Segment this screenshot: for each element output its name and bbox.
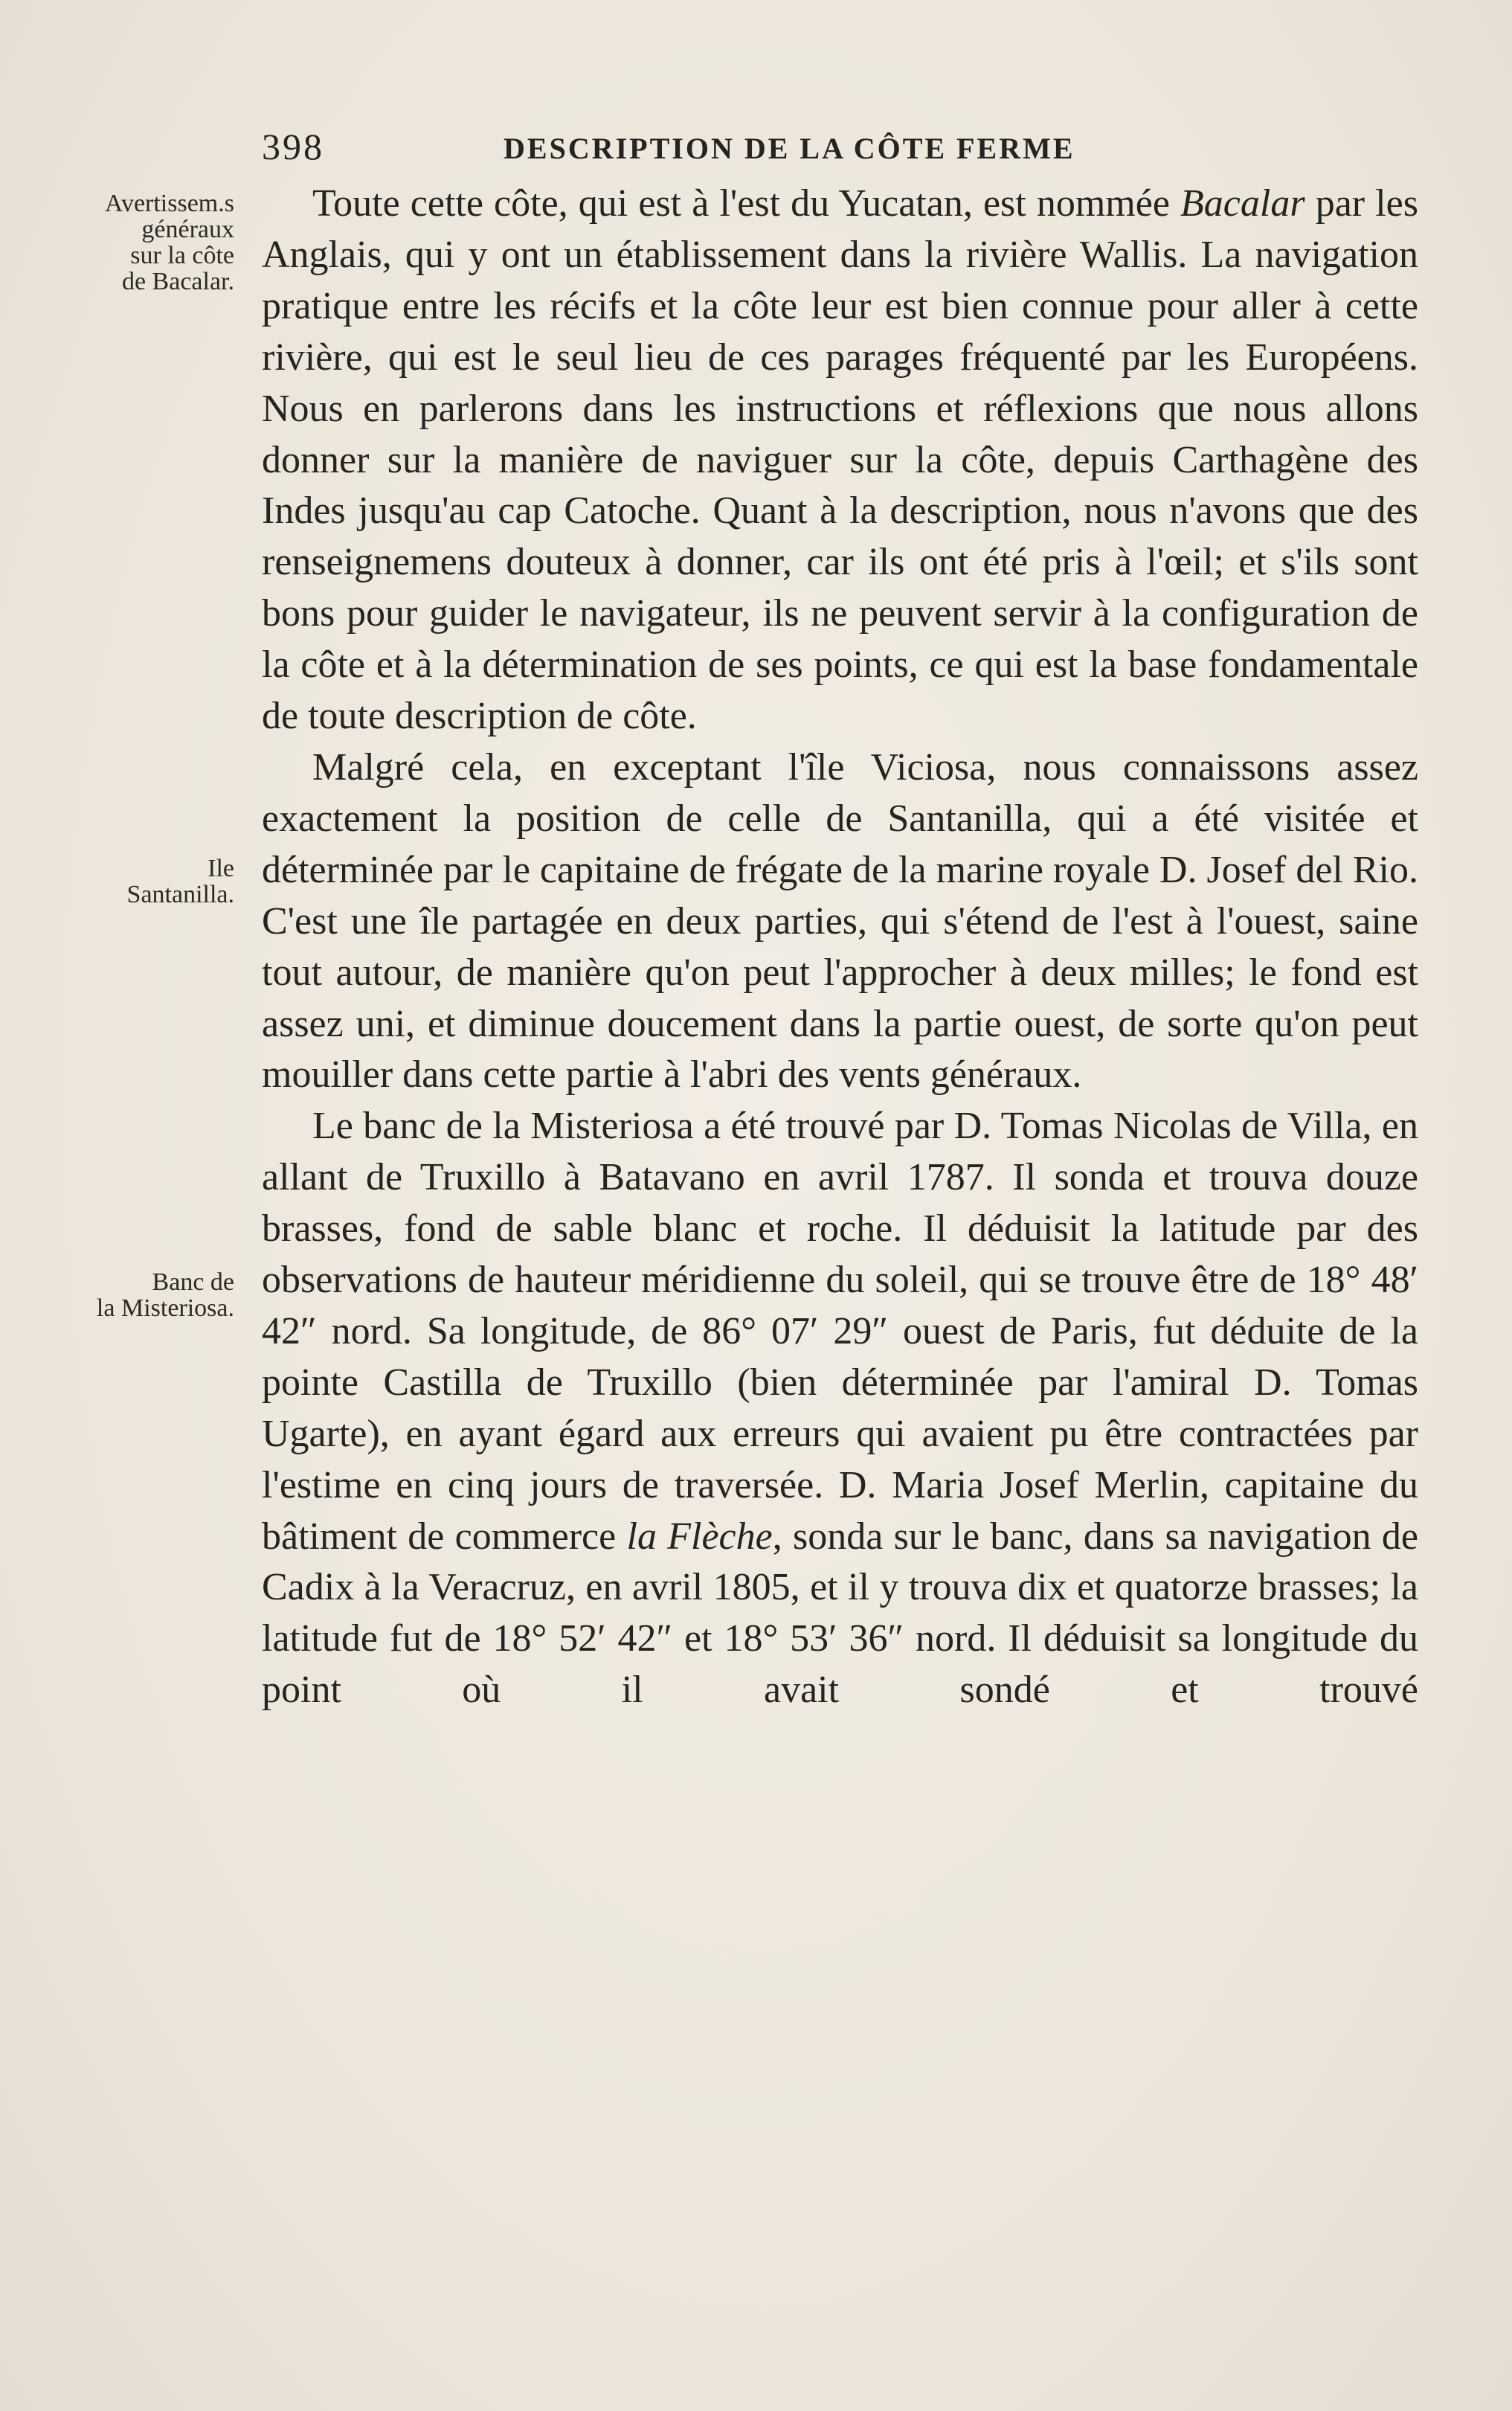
la-fleche-italic: la Flèche xyxy=(626,1515,773,1558)
running-head: DESCRIPTION DE LA CÔTE FERME xyxy=(504,132,1075,165)
body-text xyxy=(262,179,1418,1716)
paragraph-bacalar-rest: par les Anglais, qui y ont un établissement dans la rivière Wallis. La navigation pratique entre les récifs et la côte leur est bien connue pour aller à cette rivière, qui est le seul lieu de ces parages fréquenté par les Européens. Nous en parlerons dans les instructions et réflexions que nous allons donner sur la manière de naviguer sur la côte, depuis Carthagène des Indes jusqu'au cap Catoche. Quant à la description, nous n'avons que des renseignemens douteux à donner, car ils ont été pris à l'œil; et s'ils sont bons pour guider le navigateur, ils ne peuvent servir à la configuration de la côte et à la détermination de ses points, ce qui est la base fondamentale de toute description de côte. xyxy=(262,182,1418,738)
page-header xyxy=(262,125,1184,177)
sidenote-bacalar: Avertissem.s généraux sur la côte de Bacalar. xyxy=(104,190,234,295)
paragraph-santanilla: Malgré cela, en exceptant l'île Viciosa, nous connaissons assez exactement la position de celle de Santanilla, qui a été visitée et déterminée par le capitaine de frégate de la marine royale D. Josef del Rio. C'est une île partagée en deux parties, qui s'étend de l'est à l'ouest, saine tout autour, de manière qu'on peut l'approcher à deux milles; le fond est assez uni, et diminue doucement dans la partie ouest, de sorte qu'on peut mouiller dans cette partie à l'abri des vents généraux. xyxy=(262,745,1418,1097)
paragraph-bacalar-start: Toute cette côte, qui est à l'est du Yucatan, est nommée xyxy=(312,182,1181,225)
bacalar-italic: Bacalar xyxy=(1180,182,1305,225)
sidenote-misteriosa: Banc de la Misteriosa. xyxy=(96,1268,234,1322)
paragraph-bacalar xyxy=(262,179,1418,742)
paragraph-misteriosa xyxy=(262,1101,1418,1716)
page-number: 398 xyxy=(262,126,324,167)
paragraph-misteriosa-start: Le banc de la Misteriosa a été trouvé par D. Tomas Nicolas de Villa, en allant de Truxillo à Batavano en avril 1787. Il sonda et trouva douze brasses, fond de sable blanc et roche. Il déduisit la latitude par des observations de hauteur méridienne du soleil, qui se trouve être de 18° 48′ 42″ nord. Sa longitude, de 86° 07′ 29″ ouest de Paris, fut déduite de la pointe Castilla de Truxillo (bien déterminée par l'amiral D. Tomas Ugarte), en ayant égard aux erreurs qui avaient pu être contractées par l'estime en cinq jours de traversée. D. Maria Josef Merlin, capitaine du bâtiment de commerce xyxy=(262,1105,1418,1558)
paragraph-misteriosa-rest: , sonda sur le banc, dans sa navigation de Cadix à la Veracruz, en avril 1805, et il y trouva dix et quatorze brasses; la latitude fut de 18° 52′ 42″ et 18° 53′ 36″ nord. Il déduisit sa longitude du point où il avait sondé et trouvé xyxy=(262,1515,1418,1712)
sidenote-santanilla: Ile Santanilla. xyxy=(126,855,234,908)
